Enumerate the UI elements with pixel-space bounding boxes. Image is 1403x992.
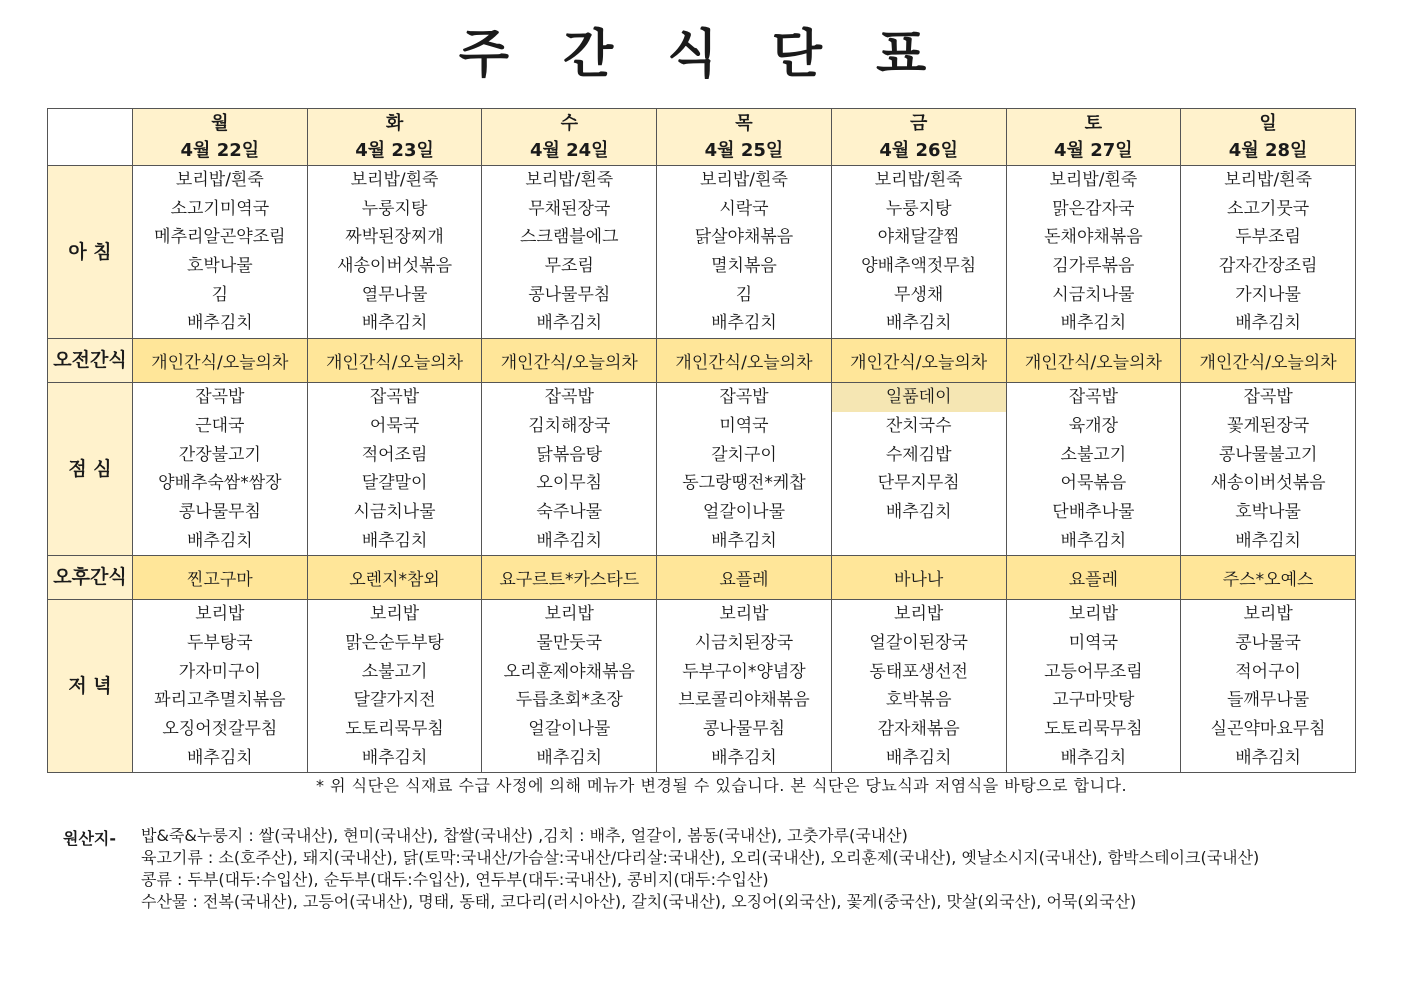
menu-item: 잡곡밥	[195, 387, 245, 408]
snack-cell: 개인간식/오늘의차	[482, 339, 657, 383]
menu-cell	[482, 600, 657, 773]
menu-item: 감자간장조림	[1218, 256, 1318, 277]
menu-cell	[1181, 166, 1356, 339]
menu-item: 보리밥	[894, 604, 944, 625]
menu-item: 미역국	[1068, 632, 1118, 653]
menu-item: 돈채야채볶음	[1044, 227, 1143, 248]
menu-item: 고등어무조림	[1044, 661, 1143, 682]
meal-label: 아 침	[48, 166, 133, 339]
row-pm-snack	[48, 556, 1356, 600]
menu-item: 양배추액젓무침	[861, 256, 977, 277]
row-breakfast	[48, 166, 1356, 339]
menu-item: 누룽지탕	[885, 198, 952, 219]
menu-item: 오징어젓갈무침	[162, 719, 278, 739]
menu-item: 동태포생선전	[869, 661, 968, 682]
menu-item: 새송이버섯볶음	[1210, 473, 1326, 494]
menu-item: 배추김치	[885, 313, 952, 334]
menu-item: 근대국	[195, 415, 245, 436]
menu-item: 메추리알곤약조림	[154, 227, 286, 248]
menu-item: 실곤약마요무침	[1210, 719, 1326, 739]
menu-item: 물만둣국	[536, 632, 603, 653]
menu-cell	[1006, 166, 1181, 339]
menu-item: 도토리묵무침	[1044, 719, 1143, 739]
day-header	[133, 109, 308, 166]
menu-item: 두부조림	[1235, 227, 1301, 248]
menu-item: 배추김치	[1235, 530, 1301, 551]
menu-item: 소불고기	[1060, 444, 1127, 465]
origin-label: 원산지-	[63, 829, 117, 848]
menu-cell	[307, 166, 482, 339]
origin-info	[141, 826, 1356, 914]
meal-label: 오전간식	[48, 339, 133, 383]
menu-item: 배추김치	[1060, 747, 1127, 768]
meal-label: 점 심	[48, 383, 133, 556]
origin-line-meat: 육고기류 : 소(호주산), 돼지(국내산), 닭(토막:국내산/가슴살:국내산/다리살:국내산), 오리(국내산), 오리훈제(국내산), 옛날소시지(국내산), 함박스테이크(국내산)	[141, 848, 1260, 867]
day-date: 4월 27일	[1054, 140, 1133, 161]
menu-cell	[482, 383, 657, 556]
menu-item: 호박볶음	[885, 690, 952, 711]
menu-item: 도토리묵무침	[345, 719, 444, 739]
menu-item: 잡곡밥	[544, 387, 594, 408]
snack-cell: 주스*오예스	[1181, 556, 1356, 600]
menu-item: 무생채	[894, 284, 944, 305]
menu-item: 소고기뭇국	[1227, 198, 1310, 219]
snack-cell: 개인간식/오늘의차	[831, 339, 1006, 383]
menu-item: 배추김치	[885, 501, 952, 522]
menu-item: 콩나물무침	[702, 719, 786, 739]
menu-item: 배추김치	[536, 530, 603, 551]
weekly-menu-table	[47, 108, 1356, 773]
menu-item: 배추김치	[885, 747, 952, 768]
menu-item: 갈치구이	[711, 444, 777, 465]
day-header	[307, 109, 482, 166]
menu-item: 김치해장국	[528, 415, 611, 436]
menu-cell	[657, 383, 832, 556]
menu-item: 배추김치	[361, 530, 428, 551]
day-name: 목	[735, 113, 753, 134]
snack-cell: 찐고구마	[133, 556, 308, 600]
header-row	[48, 109, 1356, 166]
menu-item: 김	[735, 284, 753, 305]
menu-item: 잡곡밥	[1068, 387, 1118, 408]
menu-item: 두부구이*양념장	[682, 661, 806, 682]
menu-item: 보리밥/흰죽	[700, 170, 788, 190]
row-dinner	[48, 600, 1356, 773]
menu-cell	[657, 166, 832, 339]
day-name: 일	[1259, 113, 1277, 134]
menu-item: 닭살야채볶음	[694, 227, 794, 248]
menu-item: 배추김치	[187, 313, 253, 334]
menu-item: 시금치나물	[1052, 284, 1135, 305]
menu-item: 김가루볶음	[1052, 256, 1135, 277]
menu-item: 멸치볶음	[711, 256, 777, 277]
menu-item: 보리밥	[1243, 604, 1293, 625]
snack-cell: 개인간식/오늘의차	[133, 339, 308, 383]
snack-cell: 바나나	[831, 556, 1006, 600]
menu-item: 감자채볶음	[877, 719, 960, 739]
menu-item: 단배추나물	[1052, 501, 1135, 522]
meal-label: 오후간식	[48, 556, 133, 600]
menu-change-note: * 위 식단은 식재료 수급 사정에 의해 메뉴가 변경될 수 있습니다. 본 식단은 당뇨식과 저염식을 바탕으로 합니다.	[316, 776, 1128, 795]
day-date: 4월 26일	[879, 140, 958, 161]
menu-item: 배추김치	[536, 747, 603, 768]
menu-item: 호박나물	[1235, 501, 1301, 522]
menu-item: 맑은감자국	[1052, 198, 1135, 219]
day-name: 화	[385, 113, 404, 134]
menu-item: 보리밥/흰죽	[350, 170, 439, 190]
menu-item: 콩나물무침	[528, 284, 611, 305]
snack-cell: 오렌지*참외	[307, 556, 482, 600]
menu-item: 달걀말이	[361, 473, 428, 494]
snack-cell: 요구르트*카스타드	[482, 556, 657, 600]
menu-item: 무조림	[544, 256, 594, 277]
menu-item: 달걀가지전	[353, 690, 436, 711]
menu-item: 새송이버섯볶음	[337, 256, 453, 277]
menu-cell	[1181, 383, 1356, 556]
meal-label: 저 녁	[48, 600, 133, 773]
menu-item: 꽃게된장국	[1227, 415, 1310, 436]
row-am-snack	[48, 339, 1356, 383]
menu-cell	[307, 383, 482, 556]
menu-item: 소불고기	[361, 661, 428, 682]
menu-item: 잡곡밥	[719, 387, 769, 408]
snack-cell: 개인간식/오늘의차	[657, 339, 832, 383]
menu-item: 두릅초회*초장	[515, 690, 623, 711]
day-header	[482, 109, 657, 166]
day-header	[831, 109, 1006, 166]
snack-cell: 개인간식/오늘의차	[1181, 339, 1356, 383]
menu-item: 잡곡밥	[1243, 387, 1293, 408]
menu-item: 꽈리고추멸치볶음	[154, 690, 286, 711]
menu-item: 보리밥/흰죽	[874, 170, 963, 190]
menu-item: 보리밥	[1068, 604, 1118, 625]
day-date: 4월 28일	[1228, 140, 1308, 161]
menu-item: 브로콜리야채볶음	[678, 690, 810, 711]
menu-item: 배추김치	[361, 313, 428, 334]
menu-item: 적어구이	[1235, 661, 1301, 682]
day-date: 4월 23일	[355, 140, 434, 161]
row-lunch	[48, 383, 1356, 556]
menu-item: 맑은순두부탕	[345, 632, 444, 653]
menu-item: 어묵볶음	[1060, 473, 1127, 494]
menu-item: 보리밥	[544, 604, 594, 625]
menu-item: 보리밥	[195, 604, 245, 625]
menu-item: 무채된장국	[528, 198, 611, 219]
menu-cell	[831, 383, 1006, 556]
menu-item: 배추김치	[187, 747, 253, 768]
menu-item: 야채달걀찜	[877, 227, 960, 248]
menu-item: 육개장	[1068, 415, 1118, 436]
snack-cell: 개인간식/오늘의차	[1006, 339, 1181, 383]
menu-item: 잡곡밥	[369, 387, 420, 408]
menu-item: 콩나물국	[1235, 632, 1301, 653]
menu-item: 미역국	[719, 415, 769, 436]
menu-item: 적어조림	[361, 444, 428, 465]
menu-item: 스크램블에그	[519, 227, 619, 248]
menu-item: 배추김치	[711, 313, 777, 334]
menu-item: 단무지무침	[877, 473, 960, 494]
day-name: 수	[560, 113, 578, 134]
snack-cell: 요플레	[657, 556, 832, 600]
menu-item: 보리밥/흰죽	[525, 170, 614, 190]
menu-cell	[831, 600, 1006, 773]
menu-item: 시락국	[719, 198, 769, 219]
menu-item: 잔치국수	[885, 415, 952, 436]
day-header	[657, 109, 832, 166]
menu-item: 보리밥/흰죽	[1224, 170, 1313, 190]
menu-item: 오리훈제야채볶음	[503, 661, 635, 682]
menu-cell	[482, 166, 657, 339]
menu-item: 오이무침	[536, 473, 603, 494]
menu-cell	[133, 166, 308, 339]
menu-item: 양배추숙쌈*쌈장	[158, 473, 282, 494]
menu-item: 배추김치	[1235, 747, 1301, 768]
menu-item: 소고기미역국	[170, 198, 270, 219]
menu-item: 보리밥/흰죽	[175, 170, 264, 190]
day-name: 월	[211, 113, 229, 134]
menu-item: 콩나물불고기	[1218, 444, 1318, 465]
menu-item: 콩나물무침	[178, 501, 261, 522]
menu-item: 짜박된장찌개	[345, 227, 444, 248]
menu-item: 간장불고기	[178, 444, 261, 465]
snack-cell: 개인간식/오늘의차	[307, 339, 482, 383]
menu-item: 김	[211, 284, 229, 305]
menu-item: 숙주나물	[536, 501, 603, 522]
day-header	[1181, 109, 1356, 166]
menu-item: 시금치나물	[353, 501, 436, 522]
menu-item: 보리밥	[719, 604, 769, 625]
day-date: 4월 24일	[529, 140, 609, 161]
menu-cell	[133, 600, 308, 773]
page-title: 주 간 식 단 표	[458, 25, 945, 85]
menu-item: 배추김치	[536, 313, 603, 334]
menu-item: 배추김치	[711, 747, 777, 768]
menu-item: 들깨무나물	[1227, 690, 1310, 711]
day-header	[1006, 109, 1181, 166]
menu-item: 가자미구이	[178, 661, 261, 682]
menu-item: 배추김치	[361, 747, 428, 768]
menu-cell	[133, 383, 308, 556]
menu-item: 고구마맛탕	[1052, 690, 1135, 711]
menu-item: 수제김밥	[885, 444, 952, 465]
origin-line-beans: 콩류 : 두부(대두:수입산), 순두부(대두:수입산), 연두부(대두:국내산), 콩비지(대두:수입산)	[141, 870, 769, 889]
menu-cell	[1006, 383, 1181, 556]
day-date: 4월 22일	[180, 140, 260, 161]
menu-cell	[1181, 600, 1356, 773]
menu-item: 얼갈이나물	[702, 501, 786, 522]
menu-item: 어묵국	[369, 415, 420, 436]
menu-cell	[1006, 600, 1181, 773]
menu-item: 배추김치	[1060, 530, 1127, 551]
menu-item: 닭볶음탕	[536, 444, 603, 465]
menu-item: 얼갈이된장국	[869, 632, 968, 653]
day-name: 금	[909, 113, 928, 134]
snack-cell: 요플레	[1006, 556, 1181, 600]
menu-item: 시금치된장국	[694, 632, 794, 653]
menu-item: 열무나물	[361, 284, 428, 305]
menu-item: 배추김치	[1235, 313, 1301, 334]
origin-line-grains: 밥&죽&누룽지 : 쌀(국내산), 현미(국내산), 찹쌀(국내산) ,김치 : 배추, 얼갈이, 봄동(국내산), 고춧가루(국내산)	[141, 826, 908, 845]
menu-item: 배추김치	[1060, 313, 1127, 334]
menu-cell	[657, 600, 832, 773]
corner-cell	[48, 109, 133, 166]
menu-item: 보리밥/흰죽	[1049, 170, 1138, 190]
menu-item: 호박나물	[187, 256, 253, 277]
menu-cell	[831, 166, 1006, 339]
day-date: 4월 25일	[704, 140, 784, 161]
menu-item: 일품데이	[832, 383, 1006, 412]
menu-item: 보리밥	[369, 604, 420, 625]
origin-line-seafood: 수산물 : 전복(국내산), 고등어(국내산), 명태, 동태, 코다리(러시아산), 갈치(국내산), 오징어(외국산), 꽃게(중국산), 맛살(외국산), 어묵(외국산)	[141, 892, 1137, 911]
menu-item: 두부탕국	[187, 632, 253, 653]
menu-item: 누룽지탕	[361, 198, 428, 219]
menu-item: 얼갈이나물	[528, 719, 611, 739]
day-name: 토	[1084, 113, 1103, 134]
menu-cell	[307, 600, 482, 773]
menu-item: 배추김치	[711, 530, 777, 551]
menu-item: 배추김치	[187, 530, 253, 551]
menu-item: 가지나물	[1235, 284, 1301, 305]
menu-item: 동그랑땡전*케찹	[682, 473, 806, 494]
